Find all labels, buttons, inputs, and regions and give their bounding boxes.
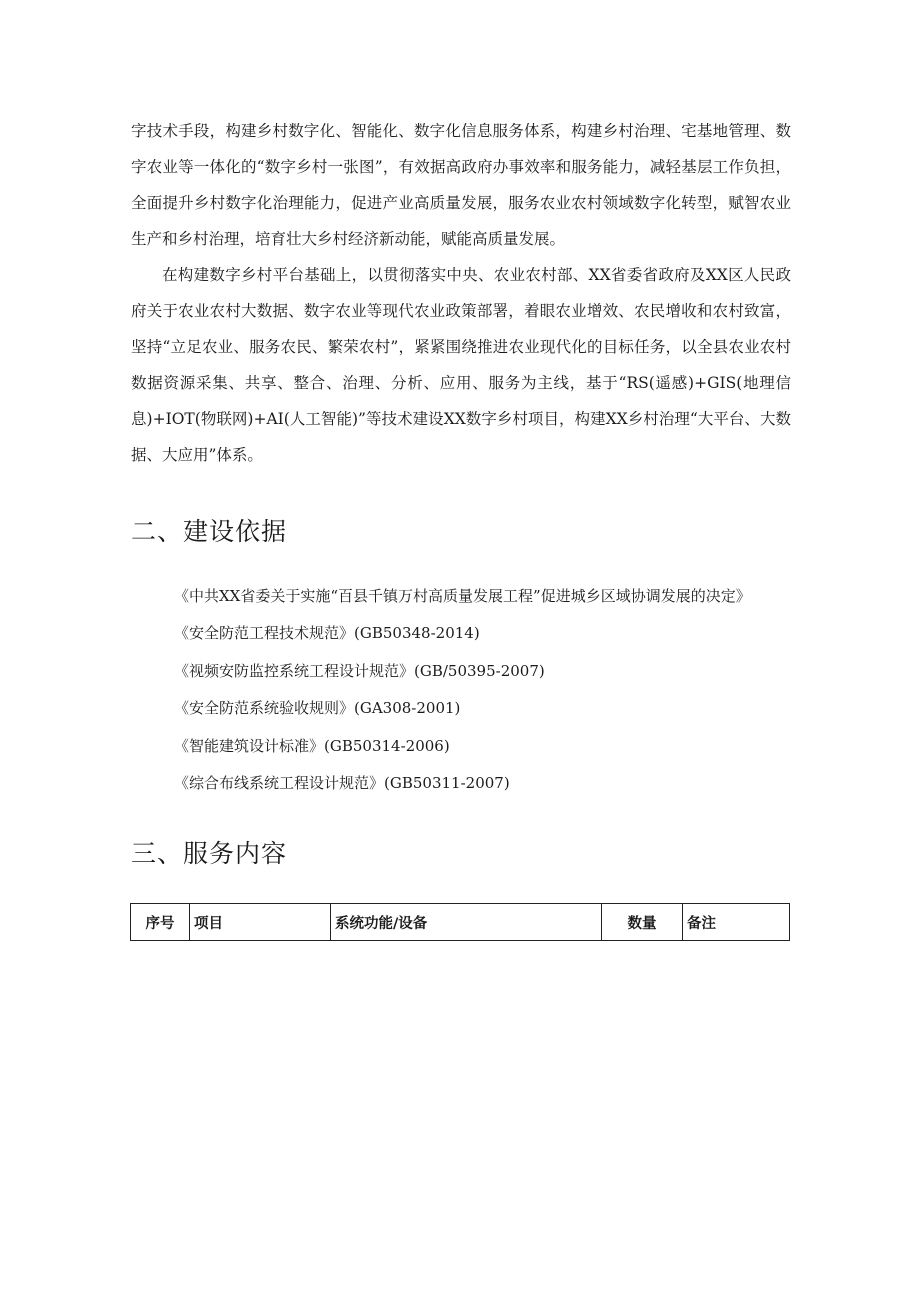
service-table xyxy=(130,903,790,941)
reference-item: 《智能建筑设计标准》(GB50314-2006) xyxy=(174,736,450,755)
col-header-index: 序号 xyxy=(131,904,190,941)
reference-item: 《中共XX省委关于实施“百县千镇万村高质量发展工程”促进城乡区域协调发展的决定》 xyxy=(174,587,751,605)
col-header-function: 系统功能/设备 xyxy=(331,904,602,941)
reference-item: 《视频安防监控系统工程设计规范》(GB/50395-2007) xyxy=(174,661,545,680)
reference-item: 《综合布线系统工程设计规范》(GB50311-2007) xyxy=(174,773,510,792)
reference-item: 《安全防范工程技术规范》(GB50348-2014) xyxy=(174,624,480,643)
intro-paragraph-1: 字技术手段，构建乡村数字化、智能化、数字化信息服务体系，构建乡村治理、宅基地管理、数字农业等一体化的“数字乡村一张图”，有效据高政府办事效率和服务能力，减轻基层工作负担，全面提升乡村数字化治理能力，促进产业高质量发展，服务农业农村领域数字化转型，赋智农业生产和乡村治理，培育壮大乡村经济新动能，赋能高质量发展。 xyxy=(131,122,791,248)
intro-paragraph-2: 在构建数字乡村平台基础上，以贯彻落实中央、农业农村部、XX省委省政府及XX区人民政府关于农业农村大数据、数字农业等现代农业政策部署，着眼农业增效、农民增收和农村致富，坚持“立足农业、服务农民、繁荣农村”，紧紧围绕推进农业现代化的目标任务，以全县农业农村数据资源采集、共享、整合、治理、分析、应用、服务为主线，基于“RS(遥感)+GIS(地理信息)+IOT(物联网)+AI(人工智能)”等技术建设XX数字乡村项目，构建XX乡村治理“大平台、大数据、大应用”体系。 xyxy=(131,266,791,464)
col-header-item: 项目 xyxy=(190,904,331,941)
section-2-heading: 二、建设依据 xyxy=(131,517,288,546)
col-header-quantity: 数量 xyxy=(602,904,683,941)
section-3-heading: 三、服务内容 xyxy=(131,839,288,868)
table-header-row xyxy=(131,904,790,941)
col-header-remarks: 备注 xyxy=(683,904,790,941)
reference-item: 《安全防范系统验收规则》(GA308-2001) xyxy=(174,699,461,718)
reference-list xyxy=(174,578,751,802)
